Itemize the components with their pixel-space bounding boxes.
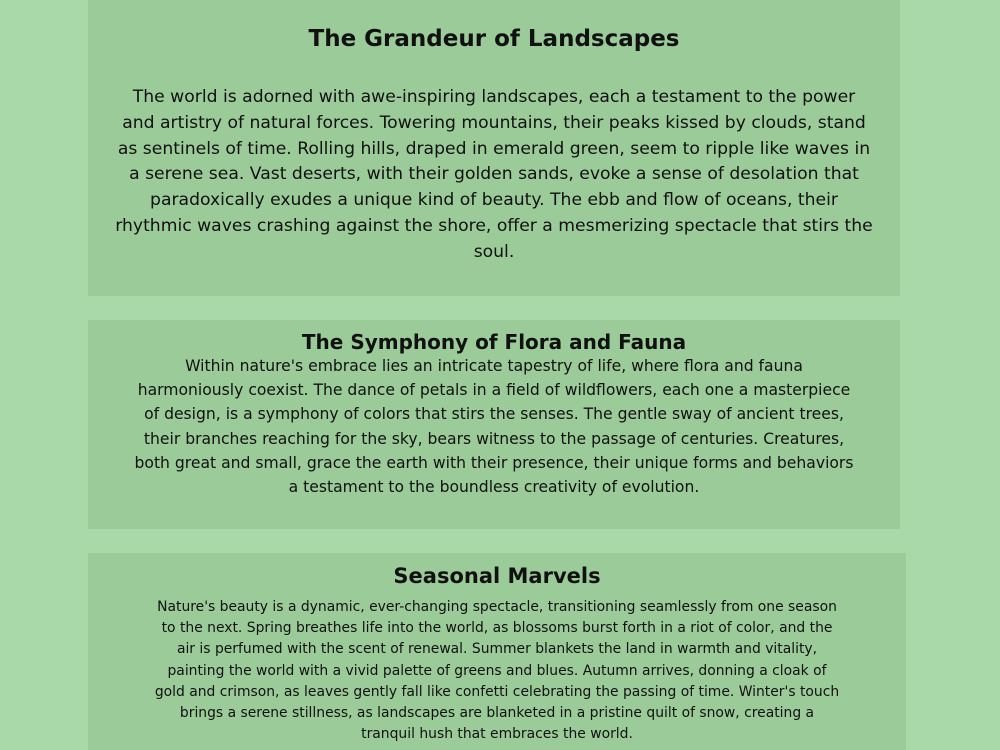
section-card-flora-fauna [88, 320, 900, 529]
section-title: Seasonal Marvels [393, 564, 601, 588]
section-title: The Grandeur of Landscapes [308, 26, 680, 52]
section-body: Nature's beauty is a dynamic, ever-changing spectacle, transitioning seamlessly from one season to the next. Spring breathes life into the world, as blossoms burst forth in a riot of color, and the air is perfumed with the scent of renewal. Summer blankets the land in warmth and vitality, painting the world with a vivid palette of greens and blues. Autumn arrives, donning a cloak of gold and crimson, as leaves gently fall like confetti celebrating the passing of time. Winter's touch brings a serene stillness, as landscapes are blanketed in a pristine quilt of snow, creating a tranquil hush that embraces the world. [154, 599, 840, 743]
section-body: The world is adorned with awe-inspiring landscapes, each a testament to the power and artistry of natural forces. Towering mountains, their peaks kissed by clouds, stand as sentinels of time. Rolling hills, draped in emerald green, seem to ripple like waves in a serene sea. Vast deserts, with their golden sands, evoke a sense of desolation that paradoxically exudes a unique kind of beauty. The ebb and flow of oceans, their rhythmic waves crashing against the shore, offer a mesmerizing spectacle that stirs the soul. [115, 87, 873, 262]
section-body: Within nature's embrace lies an intricate tapestry of life, where flora and fauna harmoniously coexist. The dance of petals in a field of wildflowers, each one a masterpiece of design, is a symphony of colors that stirs the senses. The gentle sway of ancient trees, their branches reaching for the sky, bears witness to the passage of centuries. Creatures, both great and small, grace the earth with their presence, their unique forms and behaviors a testament to the boundless creativity of evolution. [134, 357, 854, 497]
section-title: The Symphony of Flora and Fauna [301, 330, 687, 354]
section-card-seasonal-marvels [88, 553, 906, 750]
section-card-landscapes [88, 0, 900, 296]
